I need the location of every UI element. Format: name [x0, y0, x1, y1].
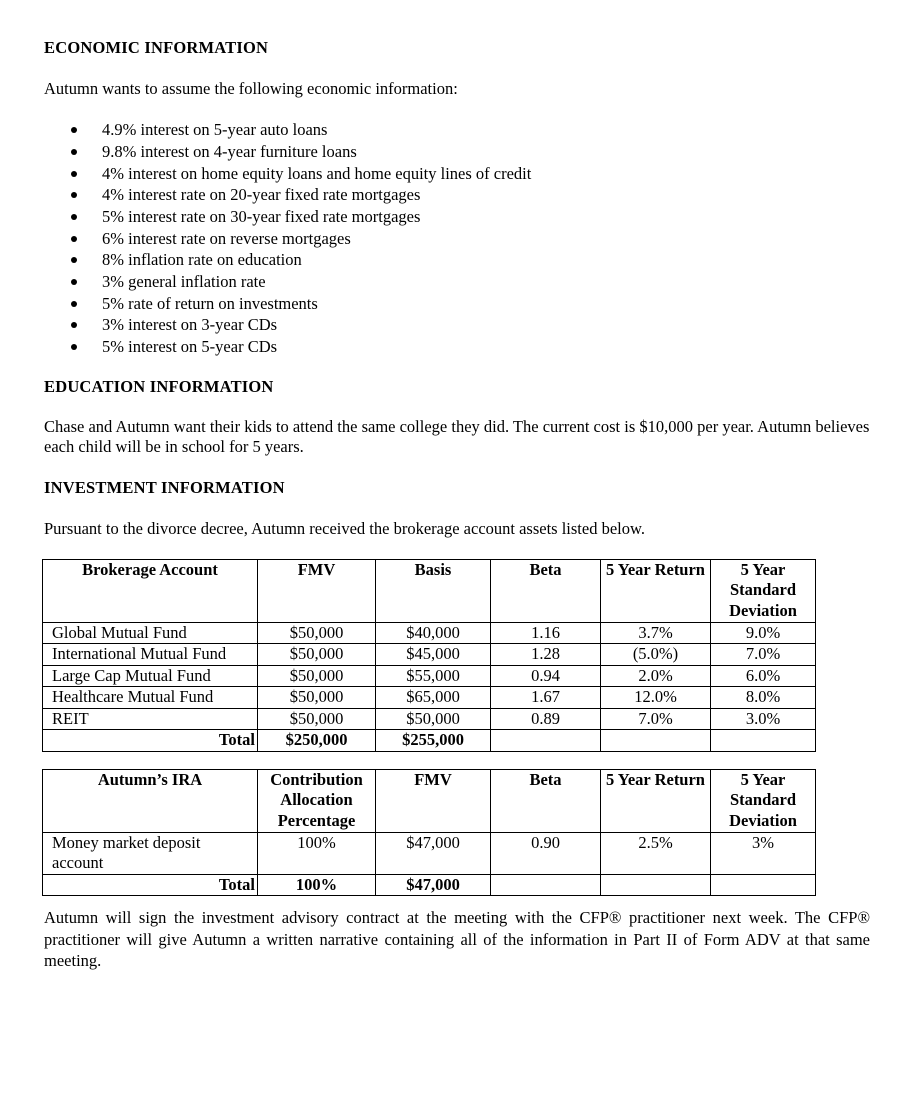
table-total-row — [43, 874, 816, 896]
total-label: Total — [43, 874, 258, 896]
bullet-icon — [71, 344, 77, 350]
total-allocation: 100% — [258, 874, 376, 896]
table-row: Healthcare Mutual Fund $50,000 $65,000 1.67 12.0% 8.0% — [43, 687, 816, 709]
bullet-icon — [71, 236, 77, 242]
table-header-row — [43, 559, 816, 622]
closing-paragraph: Autumn will sign the investment advisory contract at the meeting with the CFP® practitioner next week. The CFP® practitioner will give Autumn a written narrative containing all of the information in Part II of Form ADV at that same meeting. — [44, 908, 870, 971]
economic-intro: Autumn wants to assume the following economic information: — [44, 78, 458, 98]
bullet-icon — [71, 322, 77, 328]
col-header-basis: Basis — [376, 559, 491, 622]
list-item: 3% interest on 3-year CDs — [102, 314, 870, 336]
total-label: Total — [43, 730, 258, 752]
table-row: Money market deposit account 100% $47,000 0.90 2.5% 3% — [43, 832, 816, 874]
col-header-beta: Beta — [491, 559, 601, 622]
economic-list — [44, 119, 870, 358]
economic-heading: ECONOMIC INFORMATION — [44, 38, 269, 57]
list-item: 9.8% interest on 4-year furniture loans — [102, 141, 870, 163]
bullet-icon — [71, 257, 77, 263]
list-item: 3% general inflation rate — [102, 271, 870, 293]
bullet-icon — [71, 192, 77, 198]
bullet-icon — [71, 214, 77, 220]
ira-table — [42, 769, 816, 897]
brokerage-table — [42, 559, 816, 752]
investment-text: Pursuant to the divorce decree, Autumn received the brokerage account assets listed below. — [44, 519, 645, 539]
bullet-icon — [71, 127, 77, 133]
bullet-icon — [71, 171, 77, 177]
col-header-beta: Beta — [491, 769, 601, 832]
col-header-return: 5 Year Return — [601, 559, 711, 622]
list-item: 5% rate of return on investments — [102, 293, 870, 315]
col-header-stddev: 5 Year Standard Deviation — [711, 559, 816, 622]
col-header-fmv: FMV — [258, 559, 376, 622]
list-item: 4.9% interest on 5-year auto loans — [102, 119, 870, 141]
col-header-account: Brokerage Account — [43, 559, 258, 622]
total-basis: $255,000 — [376, 730, 491, 752]
col-header-stddev: 5 Year Standard Deviation — [711, 769, 816, 832]
list-item: 5% interest rate on 30-year fixed rate mortgages — [102, 206, 870, 228]
list-item: 5% interest on 5-year CDs — [102, 336, 870, 358]
bullet-icon — [71, 149, 77, 155]
col-header-allocation: Contribution Allocation Percentage — [258, 769, 376, 832]
education-heading: EDUCATION INFORMATION — [44, 376, 274, 396]
list-item: 4% interest on home equity loans and home equity lines of credit — [102, 163, 870, 185]
bullet-icon — [71, 279, 77, 285]
table-row: Large Cap Mutual Fund $50,000 $55,000 0.94 2.0% 6.0% — [43, 665, 816, 687]
table-row: Global Mutual Fund $50,000 $40,000 1.16 3.7% 9.0% — [43, 622, 816, 644]
col-header-return: 5 Year Return — [601, 769, 711, 832]
table-row: REIT $50,000 $50,000 0.89 7.0% 3.0% — [43, 708, 816, 730]
col-header-ira: Autumn’s IRA — [43, 769, 258, 832]
total-fmv: $47,000 — [376, 874, 491, 896]
bullet-icon — [71, 301, 77, 307]
col-header-fmv: FMV — [376, 769, 491, 832]
table-total-row — [43, 730, 816, 752]
total-fmv: $250,000 — [258, 730, 376, 752]
list-item: 8% inflation rate on education — [102, 249, 870, 271]
document-page — [44, 38, 870, 972]
table-header-row — [43, 769, 816, 832]
list-item: 4% interest rate on 20-year fixed rate mortgages — [102, 184, 870, 206]
education-text: Chase and Autumn want their kids to attend the same college they did. The current cost is $10,000 per year. Autumn believes each child will be in school for 5 years. — [44, 417, 870, 457]
list-item: 6% interest rate on reverse mortgages — [102, 228, 870, 250]
investment-heading: INVESTMENT INFORMATION — [44, 478, 285, 498]
table-row: International Mutual Fund $50,000 $45,000 1.28 (5.0%) 7.0% — [43, 644, 816, 666]
